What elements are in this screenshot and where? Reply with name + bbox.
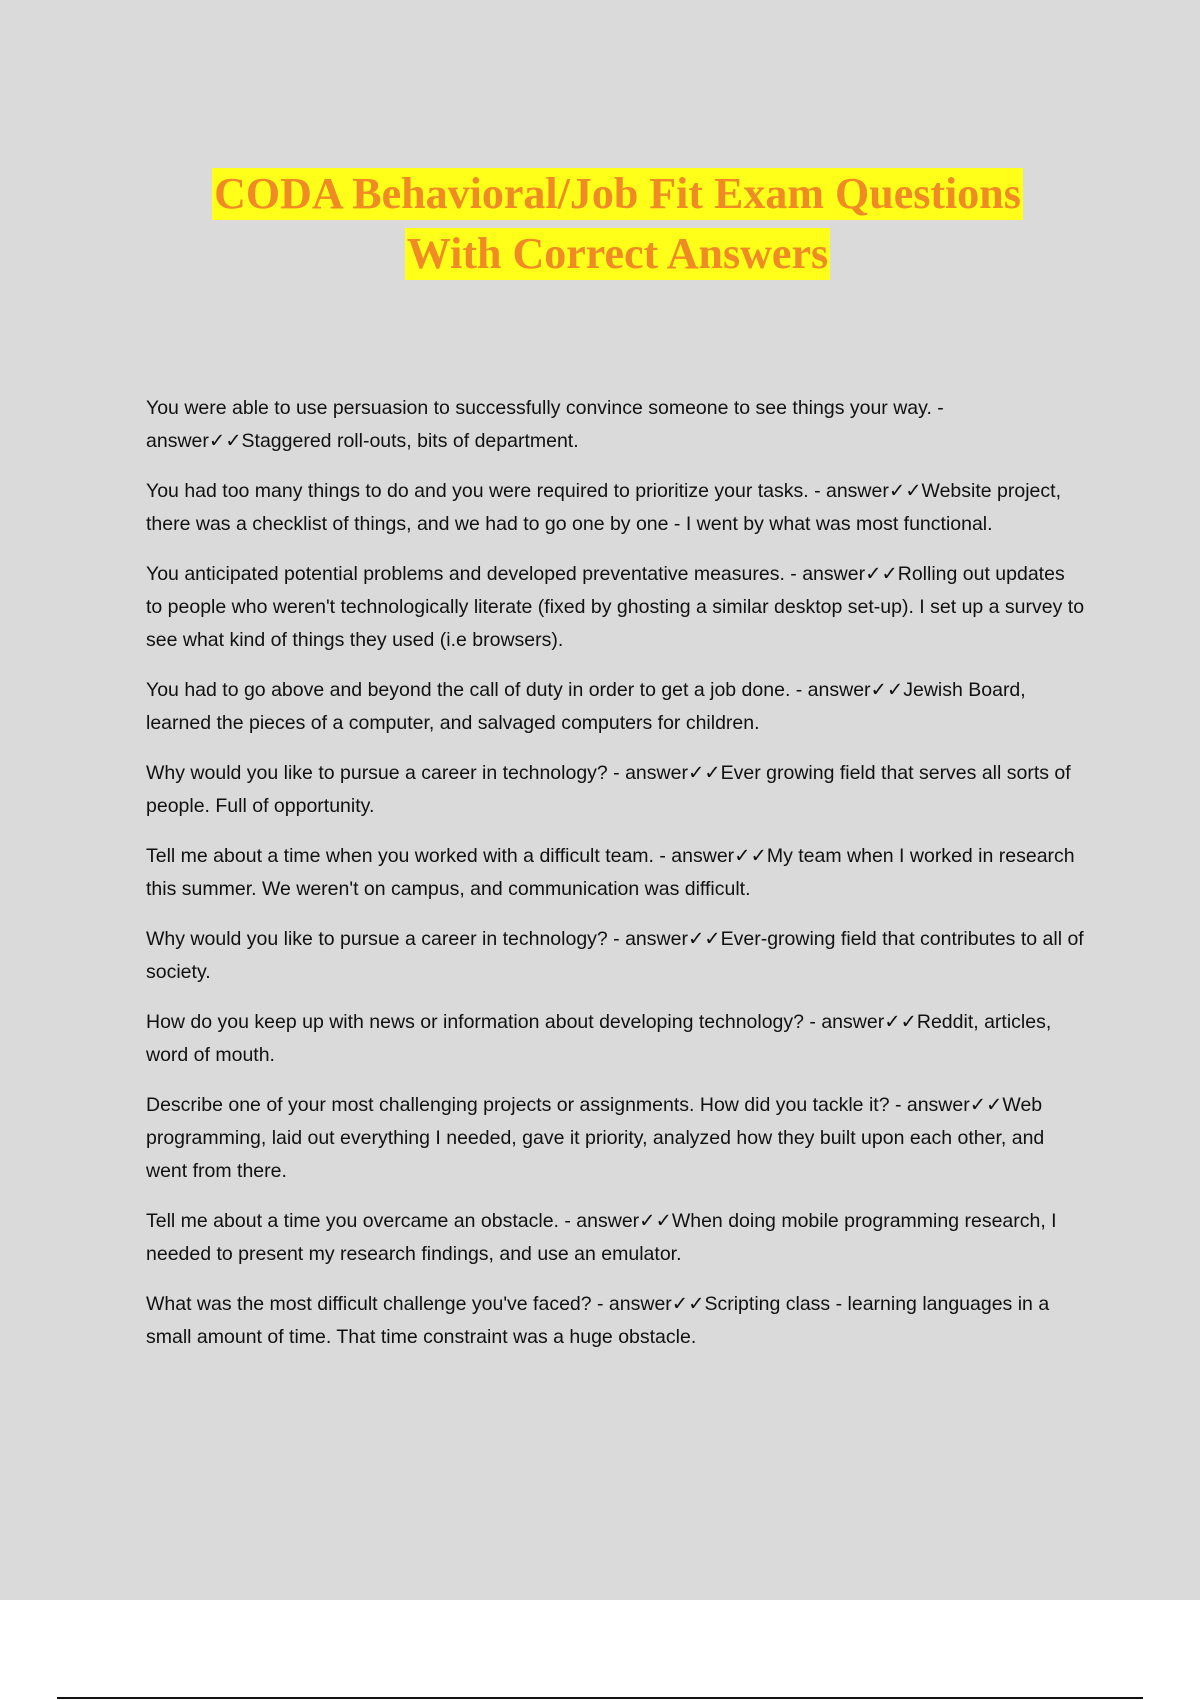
qa-item: You had to go above and beyond the call of duty in order to get a job done. - answer✓✓Jewish Board, learned the pieces of a computer, and salvaged computers for children.	[146, 679, 1026, 734]
qa-item: Tell me about a time you overcame an obstacle. - answer✓✓When doing mobile programming research, I needed to present my research findings, and use an emulator.	[146, 1210, 1057, 1265]
qa-item: What was the most difficult challenge you've faced? - answer✓✓Scripting class - learning languages in a small amount of time. That time constraint was a huge obstacle.	[146, 1293, 1050, 1348]
qa-item: Why would you like to pursue a career in technology? - answer✓✓Ever growing field that serves all sorts of people. Full of opportunity.	[146, 762, 1071, 817]
qa-item: Describe one of your most challenging projects or assignments. How did you tackle it? - answer✓✓Web programming, laid out everything I needed, gave it priority, analyzed how they built upon each other, and went from there.	[146, 1094, 1045, 1182]
qa-item: Why would you like to pursue a career in technology? - answer✓✓Ever-growing field that contributes to all of society.	[146, 928, 1084, 983]
document-title	[0, 168, 1200, 288]
title-line-1: CODA Behavioral/Job Fit Exam Questions	[214, 169, 1021, 218]
qa-list	[146, 392, 1086, 1371]
qa-item: You were able to use persuasion to successfully convince someone to see things your way. - answer✓✓Staggered roll-outs, bits of department.	[146, 397, 944, 452]
qa-item: You anticipated potential problems and developed preventative measures. - answer✓✓Rolling out updates to people who weren't technologically literate (fixed by ghosting a similar desktop set-up). I set up a survey to see what kind of things they used (i.e browsers).	[146, 563, 1085, 651]
qa-item: You had too many things to do and you were required to prioritize your tasks. - answer✓✓Website project, there was a checklist of things, and we had to go one by one - I went by what was most functional.	[146, 480, 1061, 535]
title-line-2: With Correct Answers	[406, 229, 829, 278]
qa-item: Tell me about a time when you worked with a difficult team. - answer✓✓My team when I worked in research this summer. We weren't on campus, and communication was difficult.	[146, 845, 1075, 900]
page-divider	[57, 1697, 1143, 1699]
qa-item: How do you keep up with news or information about developing technology? - answer✓✓Reddit, articles, word of mouth.	[146, 1011, 1052, 1066]
